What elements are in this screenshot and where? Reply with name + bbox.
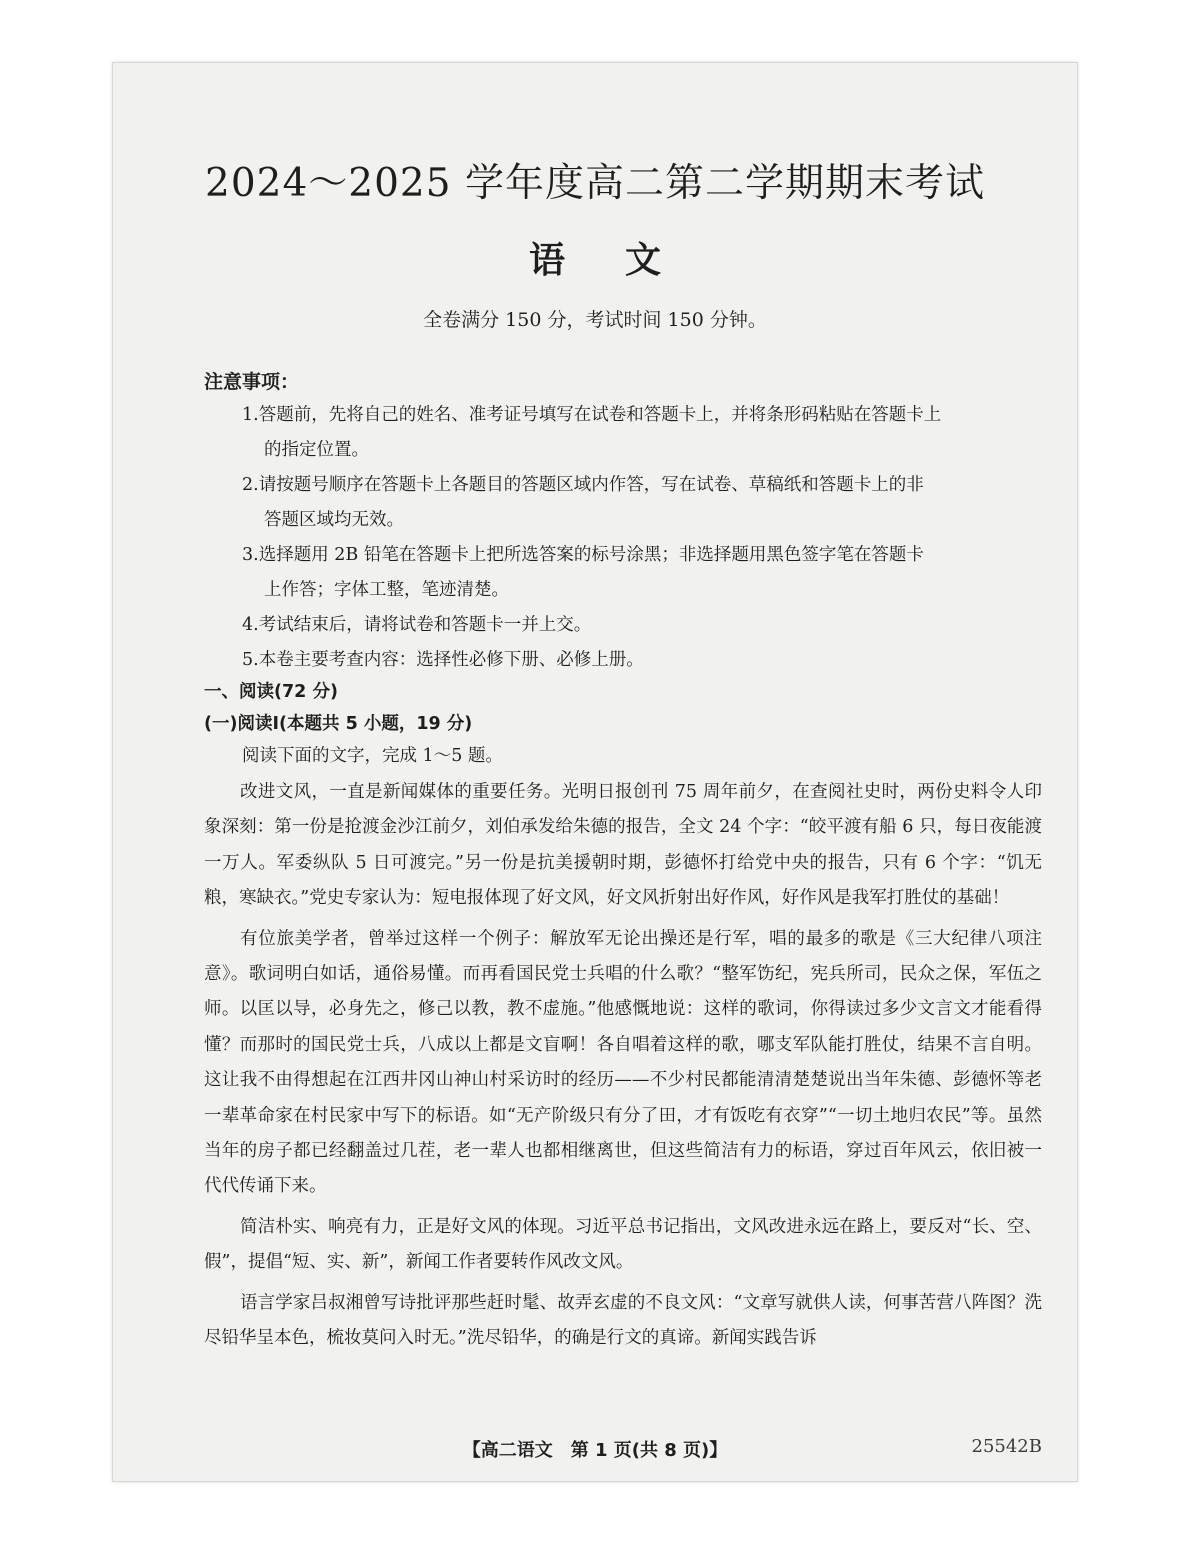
subject-title: 语文 <box>528 239 721 281</box>
notice-list <box>242 398 1042 678</box>
passage-paragraph: 改进文风，一直是新闻媒体的重要任务。光明日报创刊 75 周年前夕，在查阅社史时，两份史料令人印象深刻：第一份是抢渡金沙江前夕，刘伯承发给朱德的报告，全文 24 个字：“皎平渡有船 6 只，每日夜能渡一万人。军委纵队 5 日可渡完。”另一份是抗美援朝时期，彭德怀打给党中央的报告，只有 6 个字：“饥无粮，寒缺衣。”党史专家认为：短电报体现了好文风，好文风折射出好作风，好作风是我军打胜仗的基础！ <box>204 782 1042 909</box>
exam-paper <box>112 62 1078 1482</box>
score-time-line: 全卷满分 150 分，考试时间 150 分钟。 <box>423 309 767 331</box>
notice-text: 考试结束后，请将试卷和答题卡一并上交。 <box>258 615 592 635</box>
exam-title: 2024～2025 学年度高二第二学期期末考试 <box>205 161 985 206</box>
subsection-heading: (一)阅读Ⅰ(本题共 5 小题，19 分) <box>204 714 473 734</box>
notice-text: 答题前，先将自己的姓名、准考证号填写在试卷和答题卡上，并将条形码粘贴在答题卡上 <box>258 405 942 425</box>
notice-item <box>242 643 1042 678</box>
notice-number: 2. <box>242 475 259 495</box>
notice-text-cont: 上作答；字体工整，笔迹清楚。 <box>264 580 509 600</box>
notice-item <box>242 608 1042 643</box>
notice-heading: 注意事项： <box>204 371 300 393</box>
reading-instruction: 阅读下面的文字，完成 1～5 题。 <box>242 746 503 766</box>
notice-text-cont: 的指定位置。 <box>264 440 369 460</box>
passage-paragraph: 简洁朴实、响亮有力，正是好文风的体现。习近平总书记指出，文风改进永远在路上，要反对“长、空、假”，提倡“短、实、新”，新闻工作者要转作风改文风。 <box>204 1216 1042 1273</box>
notice-text: 请按题号顺序在答题卡上各题目的答题区域内作答，写在试卷、草稿纸和答题卡上的非 <box>258 475 924 495</box>
notice-text: 本卷主要考查内容：选择性必修下册、必修上册。 <box>258 650 644 670</box>
reading-passage <box>204 775 1042 1357</box>
section-heading: 一、阅读(72 分) <box>204 682 338 702</box>
notice-number: 1. <box>242 405 259 425</box>
notice-text: 选择题用 2B 铅笔在答题卡上把所选答案的标号涂黑；非选择题用黑色签字笔在答题卡 <box>258 545 924 565</box>
notice-number: 5. <box>242 650 259 670</box>
notice-text-cont: 答题区域均无效。 <box>264 510 404 530</box>
notice-number: 4. <box>242 615 259 635</box>
passage-paragraph: 语言学家吕叔湘曾写诗批评那些赶时髦、故弄玄虚的不良文风：“文章写就供人读，何事苦营八阵图？洗尽铅华呈本色，梳妆莫问入时无。”洗尽铅华，的确是行文的真谛。新闻实践告诉 <box>204 1292 1042 1349</box>
notice-number: 3. <box>242 545 259 565</box>
scanned-exam-page <box>112 62 1078 1482</box>
notice-item <box>242 398 1042 468</box>
page-footer: 【高二语文 第 1 页(共 8 页)】 <box>462 1440 728 1461</box>
paper-code: 25542B <box>971 1436 1042 1457</box>
notice-item <box>242 538 1042 608</box>
notice-item <box>242 468 1042 538</box>
passage-paragraph: 有位旅美学者，曾举过这样一个例子：解放军无论出操还是行军，唱的最多的歌是《三大纪律八项注意》。歌词明白如话，通俗易懂。而再看国民党士兵唱的什么歌？“整军饬纪，宪兵所司，民众之保，军伍之师。以匡以导，必身先之，修己以教，教不虚施。”他感慨地说：这样的歌词，你得读过多少文言文才能看得懂？而那时的国民党士兵，八成以上都是文盲啊！各自唱着这样的歌，哪支军队能打胜仗，结果不言自明。这让我不由得想起在江西井冈山神山村采访时的经历——不少村民都能清清楚楚说出当年朱德、彭德怀等老一辈革命家在村民家中写下的标语。如“无产阶级只有分了田，才有饭吃有衣穿”“一切土地归农民”等。虽然当年的房子都已经翻盖过几茬，老一辈人也都相继离世，但这些简洁有力的标语，穿过百年风云，依旧被一代代传诵下来。 <box>204 928 1042 1197</box>
